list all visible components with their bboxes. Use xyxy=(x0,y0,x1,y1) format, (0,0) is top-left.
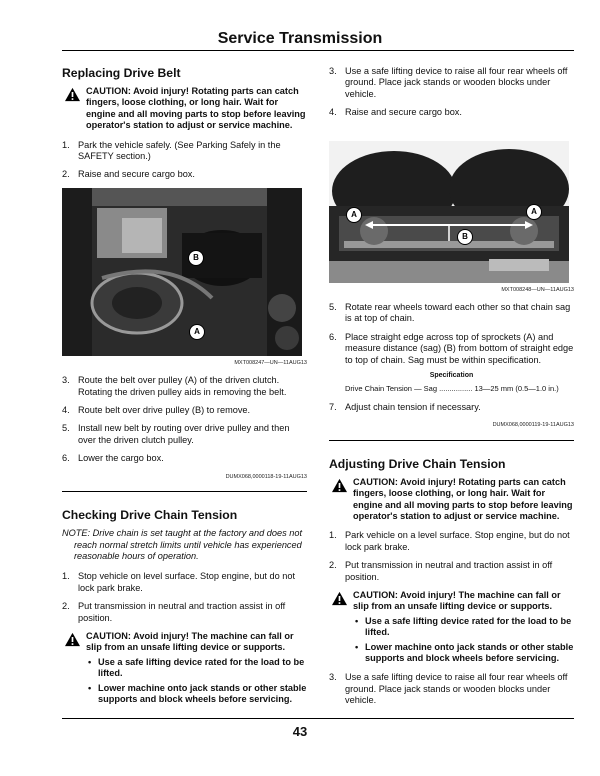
left-column xyxy=(62,66,307,713)
warning-icon xyxy=(64,87,81,102)
caution-lifting xyxy=(329,590,574,664)
page-title: Service Transmission xyxy=(217,30,383,47)
drive-belt-illustration xyxy=(62,188,302,356)
section-divider xyxy=(62,491,307,492)
callout-a-left: A xyxy=(346,207,362,223)
adjusting-steps-a xyxy=(329,530,574,583)
replacing-steps-b xyxy=(62,375,307,464)
adjusting-steps-b xyxy=(329,672,574,706)
step-item: 2. Put transmission in neutral and traction assist in off position. xyxy=(329,560,553,582)
drive-chain-photo xyxy=(329,141,569,283)
section-title-checking: Checking Drive Chain Tension xyxy=(62,508,238,523)
callout-b: B xyxy=(188,250,204,266)
replacing-steps-a xyxy=(62,140,307,181)
step-item: 1. Stop vehicle on level surface. Stop engine, but do not lock park brake. xyxy=(62,571,296,593)
figure-ref: MXT008247—UN—11AUG13 xyxy=(234,359,307,366)
step-item: 1. Park vehicle on a level surface. Stop engine, but do not lock park brake. xyxy=(329,530,570,552)
doc-ref: DUMX068,0000119-19-11AUG13 xyxy=(492,422,574,429)
caution-bullet: • Use a safe lifting device rated for the load to be lifted. xyxy=(353,616,574,639)
note-text: NOTE: Drive chain is set taught at the factory and does not reach normal stretch limits until vehicle has experienced reasonable hours of operation. xyxy=(62,528,303,561)
caution-text: CAUTION: Avoid injury! Rotating parts can catch fingers, loose clothing, or long hair. Wait for engine and all moving parts to stop before leaving operator's station to adjust or service machine. xyxy=(86,86,306,131)
caution-bullet: • Lower machine onto jack stands or other stable supports and block wheels before servicing. xyxy=(353,642,574,665)
right-column xyxy=(329,66,574,714)
step-item: 7. Adjust chain tension if necessary. xyxy=(329,401,481,412)
caution-rotating-parts xyxy=(62,86,307,132)
warning-icon xyxy=(331,591,348,606)
drive-belt-photo xyxy=(62,188,302,356)
step-item: 1. Park the vehicle safely. (See Parking Safely in the SAFETY section.) xyxy=(62,139,281,162)
figure-ref: MXT008248—UN—11AUG13 xyxy=(501,286,574,293)
step-item: 2. Put transmission in neutral and traction assist in off position. xyxy=(62,601,286,623)
caution-text: CAUTION: Avoid injury! The machine can fall or slip from an unsafe lifting device or supports. xyxy=(353,589,561,612)
section-title-replacing: Replacing Drive Belt xyxy=(62,66,181,80)
callout-b: B xyxy=(457,229,473,245)
checking-cont-steps-c xyxy=(329,402,574,413)
header-rule xyxy=(62,50,574,51)
step-item: 5. Rotate rear wheels toward each other so that chain sag is at top of chain. xyxy=(329,302,571,324)
checking-cont-steps-a xyxy=(329,66,574,119)
caution-bullet: • Use a safe lifting device rated for the load to be lifted. xyxy=(86,657,307,680)
step-item: 4. Route belt over drive pulley (B) to remove. xyxy=(62,405,251,416)
warning-icon xyxy=(331,478,348,493)
step-item: 6. Place straight edge across top of sprockets (A) and measure distance (sag) (B) from bottom of straight edge to top of chain. Sag must be within specification. xyxy=(329,331,574,365)
caution-rotating-parts xyxy=(329,477,574,523)
callout-a: A xyxy=(189,324,205,340)
page-number: 43 xyxy=(292,724,308,739)
section-title-adjusting: Adjusting Drive Chain Tension xyxy=(329,456,506,471)
step-item: 4. Raise and secure cargo box. xyxy=(329,107,462,118)
spec-line: Drive Chain Tension — Sag ................ 13—25 mm (0.5—1.0 in.) xyxy=(345,384,559,394)
section-divider xyxy=(329,440,574,441)
warning-icon xyxy=(64,632,81,647)
caution-text: CAUTION: Avoid injury! Rotating parts can catch fingers, loose clothing, or long hair. Wait for engine and all moving parts to stop before leaving operator's station to adjust or service machine. xyxy=(353,476,573,521)
step-item: 3. Use a safe lifting device to raise all four rear wheels off ground. Place jack stands or wooden blocks under vehicle. xyxy=(329,672,568,706)
checking-steps xyxy=(62,571,307,624)
spec-heading: Specification xyxy=(429,372,474,380)
step-item: 3. Route the belt over pulley (A) of the driven clutch. Rotating the driven pulley aids in removing the belt. xyxy=(62,375,287,397)
caution-bullet: • Lower machine onto jack stands or other stable supports and block wheels before servicing. xyxy=(86,683,307,706)
step-item: 6. Lower the cargo box. xyxy=(62,453,164,464)
doc-ref: DUMX068,0000118-19-11AUG13 xyxy=(225,473,307,480)
step-item: 3. Use a safe lifting device to raise all four rear wheels off ground. Place jack stands or wooden blocks under vehicle. xyxy=(329,66,568,99)
caution-lifting xyxy=(62,631,307,705)
caution-text: CAUTION: Avoid injury! The machine can fall or slip from an unsafe lifting device or supports. xyxy=(86,630,294,653)
step-item: 5. Install new belt by routing over drive pulley and then over the driven clutch pulley. xyxy=(62,423,290,445)
footer-rule xyxy=(62,718,574,719)
checking-cont-steps-b xyxy=(329,302,574,366)
step-item: 2. Raise and secure cargo box. xyxy=(62,169,195,180)
callout-a-right: A xyxy=(526,204,542,220)
